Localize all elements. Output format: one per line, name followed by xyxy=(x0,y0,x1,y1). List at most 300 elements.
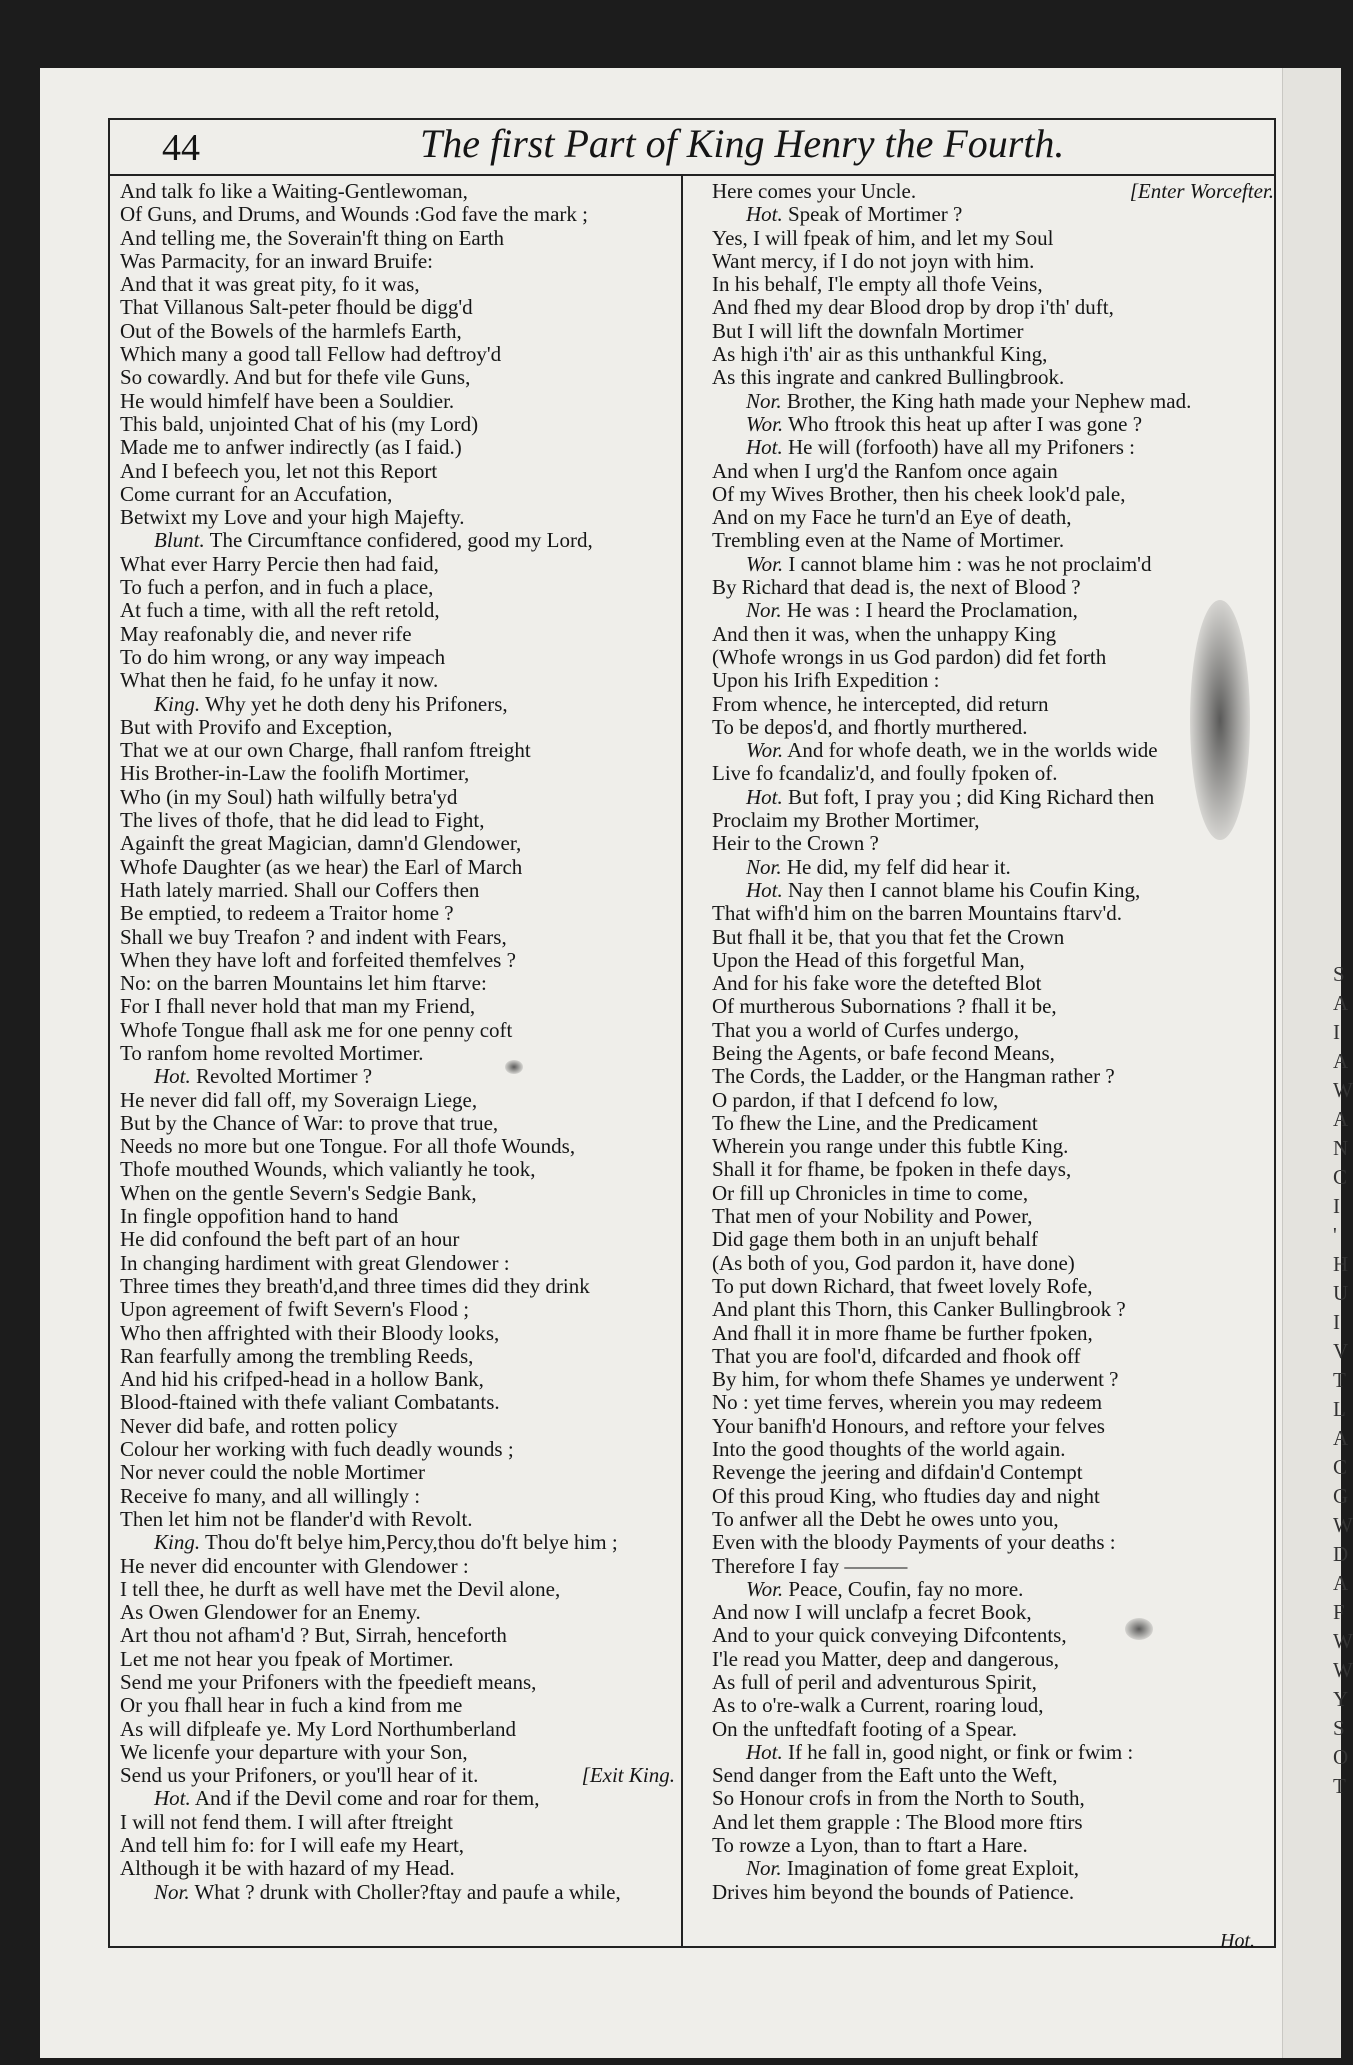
verse-line xyxy=(712,1857,1274,1880)
speaker-cue: Wor. xyxy=(746,1576,784,1601)
line-text: As Owen Glendower for an Enemy. xyxy=(120,1600,421,1625)
line-text: Wherein you range under this fubtle King. xyxy=(712,1134,1069,1159)
verse-line xyxy=(120,390,675,413)
speaker-cue: Hot. xyxy=(746,1739,783,1764)
verse-line xyxy=(712,1322,1274,1345)
line-text: That men of your Nobility and Power, xyxy=(712,1204,1033,1229)
edge-letter: W xyxy=(1333,1629,1353,1653)
line-text: Who then affrighted with their Bloody looks, xyxy=(120,1320,500,1345)
verse-line xyxy=(712,1135,1274,1158)
speaker-cue: Nor. xyxy=(746,1856,782,1881)
line-text: And for his fake wore the detefted Blot xyxy=(712,971,1042,996)
speaker-cue: Hot. xyxy=(154,1786,191,1811)
verse-line xyxy=(120,1205,675,1228)
verse-line xyxy=(120,832,675,855)
line-text: Hath lately married. Shall our Coffers then xyxy=(120,877,480,902)
line-text: Drives him beyond the bounds of Patience. xyxy=(712,1879,1075,1904)
line-text: Being the Agents, or bafe fecond Means, xyxy=(712,1040,1055,1065)
speaker-cue: Hot. xyxy=(746,877,783,902)
speaker-cue: Wor. xyxy=(746,551,784,576)
edge-letter: ' xyxy=(1333,1223,1337,1247)
edge-letter: I xyxy=(1333,1194,1340,1218)
line-text: When on the gentle Severn's Sedgie Bank, xyxy=(120,1180,477,1205)
verse-line xyxy=(120,879,675,902)
line-text: Art thou not afham'd ? But, Sirrah, henceforth xyxy=(120,1623,507,1648)
line-text: The Circumftance confidered, good my Lord, xyxy=(209,528,593,553)
line-text: Speak of Mortimer ? xyxy=(788,202,963,227)
verse-line xyxy=(712,902,1274,925)
verse-line xyxy=(712,1205,1274,1228)
line-text: Even with the bloody Payments of your deaths : xyxy=(712,1530,1116,1555)
verse-line xyxy=(120,343,675,366)
speaker-cue: Blunt. xyxy=(154,528,205,553)
line-text: That Villanous Salt-peter fhould be digg'd xyxy=(120,295,473,320)
verse-line xyxy=(120,1694,675,1717)
line-text: To fhew the Line, and the Predicament xyxy=(712,1110,1038,1135)
verse-line xyxy=(120,902,675,925)
line-text: That you are fool'd, difcarded and fhook off xyxy=(712,1343,1081,1368)
verse-line xyxy=(712,1345,1274,1368)
verse-line xyxy=(712,273,1274,296)
verse-line xyxy=(120,227,675,250)
verse-line xyxy=(712,1787,1274,1810)
line-text: Come currant for an Accufation, xyxy=(120,481,393,506)
line-text: He never did encounter with Glendower : xyxy=(120,1553,469,1578)
verse-line xyxy=(120,599,675,622)
edge-letter: S xyxy=(1333,1716,1345,1740)
line-text: Brother, the King hath made your Nephew mad. xyxy=(786,388,1192,413)
verse-line xyxy=(712,250,1274,273)
edge-letter: A xyxy=(1333,1049,1349,1073)
line-text: To put down Richard, that fweet lovely Rofe, xyxy=(712,1273,1093,1298)
edge-letter: V xyxy=(1333,1339,1349,1363)
verse-line xyxy=(120,366,675,389)
verse-line xyxy=(120,1112,675,1135)
line-text: He never did fall off, my Soveraign Liege, xyxy=(120,1087,478,1112)
line-text: I cannot blame him : was he not proclaim'd xyxy=(788,551,1152,576)
line-text: Who (in my Soul) hath wilfully betra'yd xyxy=(120,784,458,809)
verse-line xyxy=(120,949,675,972)
verse-line xyxy=(120,553,675,576)
verse-line xyxy=(712,1461,1274,1484)
edge-letter: I xyxy=(1333,1020,1340,1044)
verse-line xyxy=(712,1368,1274,1391)
verse-line xyxy=(712,1298,1274,1321)
edge-letter: D xyxy=(1333,1542,1349,1566)
verse-line xyxy=(712,506,1274,529)
line-text: He was : I heard the Proclamation, xyxy=(786,598,1078,623)
ink-stain xyxy=(1190,600,1250,840)
verse-line xyxy=(120,1718,675,1741)
edge-letter: T xyxy=(1333,1774,1346,1798)
line-text: O pardon, if that I defcend fo low, xyxy=(712,1087,999,1112)
verse-line xyxy=(712,1811,1274,1834)
verse-line xyxy=(120,926,675,949)
verse-line xyxy=(120,1391,675,1414)
edge-letter: U xyxy=(1333,1281,1349,1305)
verse-line xyxy=(712,1764,1274,1787)
speaker-cue: Nor. xyxy=(746,854,782,879)
verse-line xyxy=(120,1042,675,1065)
verse-line xyxy=(120,1275,675,1298)
verse-line xyxy=(120,1089,675,1112)
verse-line xyxy=(712,203,1274,226)
verse-line xyxy=(712,1671,1274,1694)
verse-line xyxy=(120,1764,675,1787)
line-text: Which many a good tall Fellow had deftroy'd xyxy=(120,342,502,367)
verse-line xyxy=(120,856,675,879)
verse-line xyxy=(120,1508,675,1531)
line-text: Therefore I fay ——— xyxy=(712,1553,908,1578)
line-text: Live fo fcandaliz'd, and foully fpoken of. xyxy=(712,761,1058,786)
verse-line xyxy=(712,995,1274,1018)
verse-line xyxy=(120,739,675,762)
line-text: And fhall it in more fhame be further fpoken, xyxy=(712,1320,1093,1345)
verse-line xyxy=(120,1298,675,1321)
edge-letter: C xyxy=(1333,1165,1348,1189)
verse-line xyxy=(712,390,1274,413)
verse-line xyxy=(120,180,675,203)
verse-line xyxy=(120,809,675,832)
line-text: Trembling even at the Name of Mortimer. xyxy=(712,528,1065,553)
verse-line xyxy=(712,576,1274,599)
line-text: Upon agreement of fwift Severn's Flood ; xyxy=(120,1297,470,1322)
line-text: When they have loft and forfeited themfelves ? xyxy=(120,947,516,972)
verse-line xyxy=(712,1555,1274,1578)
verse-line xyxy=(120,1019,675,1042)
verse-line xyxy=(120,576,675,599)
edge-letter: Y xyxy=(1333,1687,1349,1711)
edge-letter: A xyxy=(1333,1571,1349,1595)
verse-line xyxy=(712,1065,1274,1088)
line-text: Receive fo many, and all willingly : xyxy=(120,1483,421,1508)
edge-letter: L xyxy=(1333,1397,1346,1421)
line-text: Againft the great Magician, damn'd Glendower, xyxy=(120,831,522,856)
verse-line xyxy=(712,343,1274,366)
speaker-cue: Hot. xyxy=(154,1064,191,1089)
verse-line xyxy=(120,1811,675,1834)
edge-letter: O xyxy=(1333,1745,1349,1769)
line-text: Here comes your Uncle. xyxy=(712,179,917,203)
line-text: Be emptied, to redeem a Traitor home ? xyxy=(120,901,454,926)
line-text: Of my Wives Brother, then his cheek look'd pale, xyxy=(712,481,1126,506)
line-text: Your banifh'd Honours, and reftore your felves xyxy=(712,1413,1105,1438)
line-text: In fingle oppofition hand to hand xyxy=(120,1204,399,1229)
line-text: Into the good thoughts of the world again. xyxy=(712,1437,1066,1462)
verse-line xyxy=(712,296,1274,319)
edge-letter: A xyxy=(1333,1426,1349,1450)
line-text: And tell him fo: for I will eafe my Heart, xyxy=(120,1833,465,1858)
verse-line xyxy=(712,1182,1274,1205)
right-column xyxy=(712,180,1274,1904)
verse-line xyxy=(712,669,1274,692)
line-text: He did, my felf did hear it. xyxy=(786,854,1011,879)
line-text: And let them grapple : The Blood more ftirs xyxy=(712,1809,1083,1834)
edge-letter: T xyxy=(1333,1368,1346,1392)
line-text: What then he faid, fo he unfay it now. xyxy=(120,668,439,693)
line-text: No : yet time ferves, wherein you may redeem xyxy=(712,1390,1103,1415)
verse-line xyxy=(120,1182,675,1205)
line-text: I'le read you Matter, deep and dangerous, xyxy=(712,1646,1059,1671)
verse-line xyxy=(120,1322,675,1345)
line-text: Needs no more but one Tongue. For all thofe Wounds, xyxy=(120,1134,576,1159)
verse-line xyxy=(120,250,675,273)
verse-line xyxy=(712,1601,1274,1624)
verse-line xyxy=(712,1391,1274,1414)
verse-line xyxy=(120,995,675,1018)
line-text: That you a world of Curfes undergo, xyxy=(712,1017,1019,1042)
verse-line xyxy=(712,320,1274,343)
line-text: Ran fearfully among the trembling Reeds, xyxy=(120,1343,474,1368)
line-text: Send danger from the Eaft unto the Weft, xyxy=(712,1763,1058,1788)
verse-line xyxy=(712,1089,1274,1112)
line-text: We licenfe your departure with your Son, xyxy=(120,1739,468,1764)
line-text: And fhed my dear Blood drop by drop i'th' duft, xyxy=(712,295,1114,320)
line-text: To anfwer all the Debt he owes unto you, xyxy=(712,1506,1059,1531)
speaker-cue: Nor. xyxy=(746,598,782,623)
line-text: Upon his Irifh Expedition : xyxy=(712,668,940,693)
verse-line xyxy=(120,483,675,506)
verse-line xyxy=(712,1019,1274,1042)
left-column xyxy=(120,180,675,1904)
line-text: And that it was great pity, fo it was, xyxy=(120,272,420,297)
line-text: And plant this Thorn, this Canker Bullingbrook ? xyxy=(712,1297,1126,1322)
line-text: Never did bafe, and rotten policy xyxy=(120,1413,398,1438)
ink-stain xyxy=(505,1060,523,1074)
verse-line xyxy=(712,227,1274,250)
line-text: As will difpleafe ye. My Lord Northumberland xyxy=(120,1716,516,1741)
line-text: As this ingrate and cankred Bullingbrook. xyxy=(712,365,1065,390)
line-text: His Brother-in-Law the foolifh Mortimer, xyxy=(120,761,470,786)
verse-line xyxy=(712,1158,1274,1181)
verse-line xyxy=(712,1275,1274,1298)
line-text: The Cords, the Ladder, or the Hangman rather ? xyxy=(712,1064,1115,1089)
verse-line xyxy=(712,366,1274,389)
column-divider xyxy=(681,176,683,1946)
line-text: If he fall in, good night, or fink or fwim : xyxy=(788,1739,1134,1764)
edge-letter: C xyxy=(1333,1455,1348,1479)
line-text: Or you fhall hear in fuch a kind from me xyxy=(120,1693,463,1718)
verse-line xyxy=(120,320,675,343)
line-text: On the unftedfaft footing of a Spear. xyxy=(712,1716,1017,1741)
verse-line xyxy=(120,506,675,529)
line-text: Although it be with hazard of my Head. xyxy=(120,1856,455,1881)
line-text: Let me not hear you fpeak of Mortimer. xyxy=(120,1646,454,1671)
verse-line xyxy=(120,1135,675,1158)
verse-line xyxy=(712,1252,1274,1275)
line-text: And if the Devil come and roar for them, xyxy=(194,1786,540,1811)
line-text: Send me your Prifoners with the fpeedieft means, xyxy=(120,1670,537,1694)
verse-line xyxy=(120,623,675,646)
verse-line xyxy=(712,786,1274,809)
line-text: Revenge the jeering and difdain'd Contempt xyxy=(712,1460,1083,1485)
line-text: As to o're-walk a Current, roaring loud, xyxy=(712,1693,1044,1718)
line-text: Proclaim my Brother Mortimer, xyxy=(712,808,980,833)
line-text: At fuch a time, with all the reft retold, xyxy=(120,598,440,623)
line-text: Imagination of fome great Exploit, xyxy=(786,1856,1080,1881)
line-text: (Whofe wrongs in us God pardon) did fet forth xyxy=(712,644,1107,669)
verse-line xyxy=(712,1718,1274,1741)
verse-line xyxy=(120,786,675,809)
header-rule xyxy=(108,174,1276,176)
line-text: Betwixt my Love and your high Majefty. xyxy=(120,505,465,530)
line-text: By him, for whom thefe Shames ye underwent ? xyxy=(712,1367,1119,1392)
edge-letter: N xyxy=(1333,1136,1349,1160)
verse-line xyxy=(712,180,1274,203)
line-text: What ? drunk with Choller?ftay and paufe a while, xyxy=(194,1879,621,1904)
edge-letter: F xyxy=(1333,1600,1345,1624)
line-text: And now I will unclafp a fecret Book, xyxy=(712,1600,1032,1625)
line-text: Nor never could the noble Mortimer xyxy=(120,1460,425,1485)
verse-line xyxy=(120,1741,675,1764)
line-text: As high i'th' air as this unthankful King, xyxy=(712,342,1048,367)
verse-line xyxy=(712,1508,1274,1531)
line-text: He did confound the beft part of an hour xyxy=(120,1227,460,1252)
line-text: He will (forfooth) have all my Prifoners : xyxy=(788,435,1135,460)
line-text: To do him wrong, or any way impeach xyxy=(120,644,446,669)
line-text: Did gage them both in an unjuft behalf xyxy=(712,1227,1039,1252)
verse-line xyxy=(120,460,675,483)
verse-line xyxy=(712,809,1274,832)
line-text: Thofe mouthed Wounds, which valiantly he took, xyxy=(120,1157,536,1182)
line-text: And hid his crifped-head in a hollow Bank, xyxy=(120,1367,484,1392)
running-title: The first Part of King Henry the Fourth. xyxy=(420,121,1065,166)
line-text: As full of peril and adventurous Spirit, xyxy=(712,1670,1037,1694)
line-text: Heir to the Crown ? xyxy=(712,831,879,856)
edge-letter: A xyxy=(1333,991,1349,1015)
verse-line xyxy=(712,879,1274,902)
line-text: What ever Harry Percie then had faid, xyxy=(120,551,439,576)
line-text: This bald, unjointed Chat of his (my Lord) xyxy=(120,411,479,436)
verse-line xyxy=(712,856,1274,879)
stage-direction: [Enter Worcefter. xyxy=(1129,179,1274,203)
line-text: To fuch a perfon, and in fuch a place, xyxy=(120,575,434,600)
verse-line xyxy=(120,646,675,669)
verse-line xyxy=(712,413,1274,436)
ink-stain xyxy=(1125,1618,1153,1640)
line-text: Of Guns, and Drums, and Wounds :God fave the mark ; xyxy=(120,202,589,227)
verse-line xyxy=(120,1648,675,1671)
line-text: Whofe Daughter (as we hear) the Earl of March xyxy=(120,854,523,879)
verse-line xyxy=(712,599,1274,622)
line-text: No: on the barren Mountains let him ftarve: xyxy=(120,971,487,996)
line-text: Was Parmacity, for an inward Bruife: xyxy=(120,248,434,273)
verse-line xyxy=(120,1834,675,1857)
line-text: To be depos'd, and fhortly murthered. xyxy=(712,714,1028,739)
verse-line xyxy=(712,1438,1274,1461)
verse-line xyxy=(120,716,675,739)
verse-line xyxy=(120,1252,675,1275)
speaker-cue: Wor. xyxy=(746,411,784,436)
line-text: So Honour crofs in from the North to South, xyxy=(712,1786,1085,1811)
verse-line xyxy=(712,1694,1274,1717)
verse-line xyxy=(120,693,675,716)
edge-letter: W xyxy=(1333,1658,1353,1682)
verse-line xyxy=(120,1065,675,1088)
line-text: He would himfelf have been a Souldier. xyxy=(120,388,455,413)
line-text: For I fhall never hold that man my Friend, xyxy=(120,994,476,1019)
line-text: To ranfom home revolted Mortimer. xyxy=(120,1040,424,1065)
line-text: In his behalf, I'le empty all thofe Veins, xyxy=(712,272,1043,297)
line-text: And then it was, when the unhappy King xyxy=(712,621,1057,646)
verse-line xyxy=(120,1461,675,1484)
speaker-cue: Nor. xyxy=(154,1879,190,1904)
edge-letter: G xyxy=(1333,1484,1349,1508)
speaker-cue: Hot. xyxy=(746,435,783,460)
verse-line xyxy=(712,972,1274,995)
line-text: Of this proud King, who ftudies day and night xyxy=(712,1483,1100,1508)
verse-line xyxy=(712,1415,1274,1438)
line-text: But with Provifo and Exception, xyxy=(120,714,393,739)
line-text: Out of the Bowels of the harmlefs Earth, xyxy=(120,318,462,343)
verse-line xyxy=(120,1415,675,1438)
line-text: To rowze a Lyon, than to ftart a Hare. xyxy=(712,1833,1028,1858)
line-text: Colour her working with fuch deadly wounds ; xyxy=(120,1437,514,1462)
verse-line xyxy=(120,669,675,692)
line-text: And I befeech you, let not this Report xyxy=(120,458,438,483)
verse-line xyxy=(120,273,675,296)
verse-line xyxy=(712,926,1274,949)
verse-line xyxy=(712,1485,1274,1508)
stage-direction: [Exit King. xyxy=(581,1763,675,1788)
verse-line xyxy=(712,460,1274,483)
verse-line xyxy=(712,832,1274,855)
line-text: Of murtherous Subornations ? fhall it be, xyxy=(712,994,1057,1019)
edge-letter: W xyxy=(1333,1513,1353,1537)
line-text: From whence, he intercepted, did return xyxy=(712,691,1049,716)
verse-line xyxy=(120,1485,675,1508)
verse-line xyxy=(120,1158,675,1181)
edge-letter: H xyxy=(1333,1252,1349,1276)
verse-line xyxy=(120,1857,675,1880)
line-text: The lives of thofe, that he did lead to Fight, xyxy=(120,808,485,833)
verse-line xyxy=(120,1624,675,1647)
line-text: By Richard that dead is, the next of Blood ? xyxy=(712,575,1081,600)
verse-line xyxy=(120,436,675,459)
line-text: That we at our own Charge, fhall ranfom ftreight xyxy=(120,738,531,763)
verse-line xyxy=(120,972,675,995)
line-text: May reafonably die, and never rife xyxy=(120,621,412,646)
line-text: That wifh'd him on the barren Mountains ftarv'd. xyxy=(712,901,1122,926)
verse-line xyxy=(120,529,675,552)
edge-letter: I xyxy=(1333,1310,1340,1334)
verse-line xyxy=(712,1624,1274,1647)
edge-letter: A xyxy=(1333,1107,1349,1131)
line-text: Then let him not be flander'd with Revolt. xyxy=(120,1506,473,1531)
line-text: Nay then I cannot blame his Coufin King, xyxy=(788,877,1141,902)
speaker-cue: King. xyxy=(154,691,201,716)
line-text: I will not fend them. I will after ftreight xyxy=(120,1809,453,1834)
verse-line xyxy=(712,529,1274,552)
verse-line xyxy=(120,413,675,436)
verse-line xyxy=(120,1531,675,1554)
line-text: And for whofe death, we in the worlds wide xyxy=(787,738,1158,763)
verse-line xyxy=(120,1345,675,1368)
verse-line xyxy=(712,436,1274,459)
verse-line xyxy=(120,1787,675,1810)
verse-line xyxy=(712,1741,1274,1764)
line-text: And to your quick conveying Difcontents, xyxy=(712,1623,1067,1648)
verse-line xyxy=(120,1671,675,1694)
line-text: Whofe Tongue fhall ask me for one penny coft xyxy=(120,1017,513,1042)
verse-line xyxy=(712,1228,1274,1251)
line-text: (As both of you, God pardon it, have done) xyxy=(712,1250,1075,1275)
verse-line xyxy=(120,203,675,226)
verse-line xyxy=(712,1834,1274,1857)
line-text: Three times they breath'd,and three times did they drink xyxy=(120,1273,590,1298)
line-text: But I will lift the downfaln Mortimer xyxy=(712,318,1024,343)
speaker-cue: King. xyxy=(154,1530,201,1555)
